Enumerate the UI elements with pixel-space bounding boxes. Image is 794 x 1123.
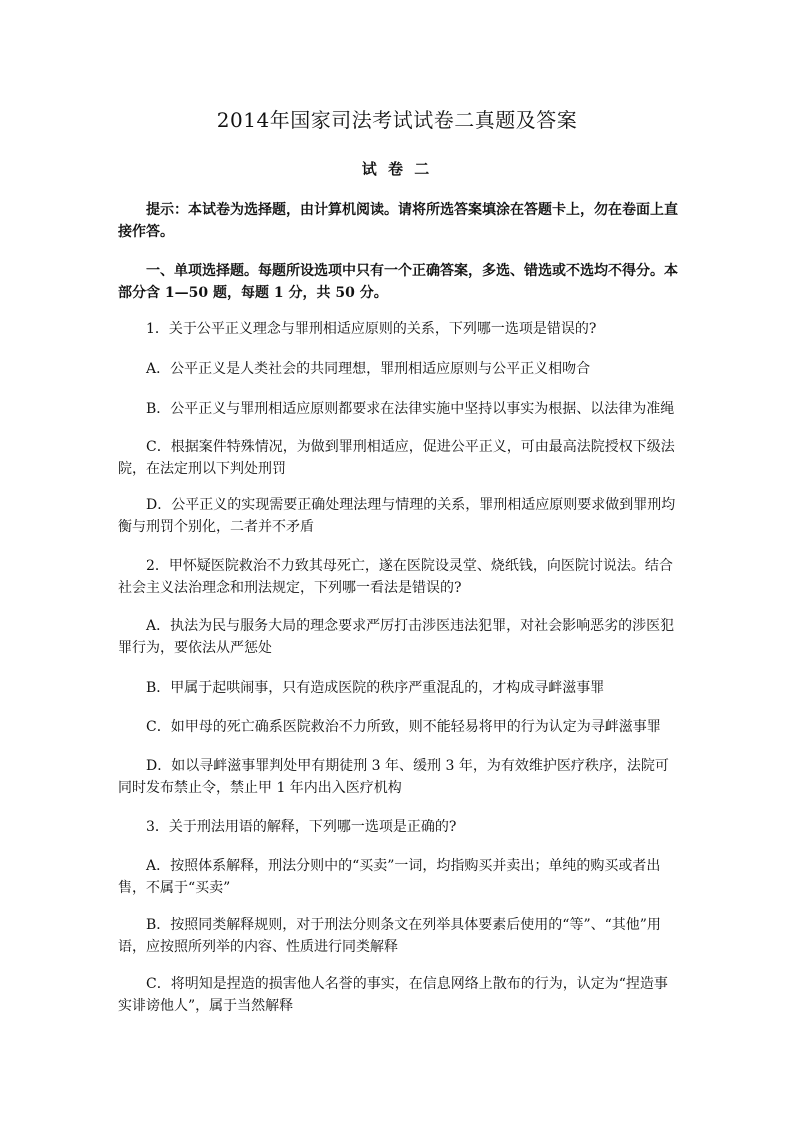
- question-1-option-a: A．公平正义是人类社会的共同理想，罪刑相适应原则与公平正义相吻合: [146, 361, 591, 377]
- page-title: 2014年国家司法考试试卷二真题及答案: [216, 108, 578, 132]
- question-2-stem: 2．甲怀疑医院救治不力致其母死亡，遂在医院设灵堂、烧纸钱，向医院讨说法。结合社会主义法治理念和刑法规定，下列哪一看法是错误的?: [118, 558, 673, 596]
- question-1-stem: 1．关于公平正义理念与罪刑相适应原则的关系，下列哪一选项是错误的?: [146, 321, 597, 337]
- question-2-option-d: D．如以寻衅滋事罪判处甲有期徒刑 3 年、缓刑 3 年，为有效维护医疗秩序，法院可同时发布禁止令，禁止甲 1 年内出入医疗机构: [118, 758, 669, 796]
- question-3-option-c: C．将明知是捏造的损害他人名誉的事实，在信息网络上散布的行为，认定为“捏造事实诽谤他人”，属于当然解释: [118, 976, 668, 1014]
- question-3-option-b: B．按照同类解释规则，对于刑法分则条文在列举具体要素后使用的“等”、“其他”用语，应按照所列举的内容、性质进行同类解释: [118, 917, 661, 955]
- section-heading: 一、单项选择题。每题所设选项中只有一个正确答案，多选、错选或不选均不得分。本部分含 1—50 题，每题 1 分，共 50 分。: [118, 263, 678, 301]
- question-2-option-a: A．执法为民与服务大局的理念要求严厉打击涉医违法犯罪，对社会影响恶劣的涉医犯罪行为，要依法从严惩处: [118, 618, 675, 656]
- question-1-option-c: C．根据案件特殊情况，为做到罪刑相适应，促进公平正义，可由最高法院授权下级法院，在法定刑以下判处刑罚: [118, 439, 675, 477]
- question-3-stem: 3．关于刑法用语的解释，下列哪一选项是正确的?: [146, 819, 457, 835]
- question-3-option-a: A．按照体系解释，刑法分则中的“买卖”一词，均指购买并卖出；单纯的购买或者出售，不属于“买卖”: [118, 858, 661, 896]
- notice-text: 提示：本试卷为选择题，由计算机阅读。请将所选答案填涂在答题卡上，勿在卷面上直接作答。: [118, 202, 678, 240]
- exam-subtitle: 试 卷 二: [361, 160, 433, 178]
- question-2-option-b: B．甲属于起哄闹事，只有造成医院的秩序严重混乱的，才构成寻衅滋事罪: [146, 680, 605, 696]
- question-1-option-b: B．公平正义与罪刑相适应原则都要求在法律实施中坚持以事实为根据、以法律为准绳: [146, 401, 675, 417]
- question-1-option-d: D．公平正义的实现需要正确处理法理与情理的关系，罪刑相适应原则要求做到罪刑均衡与刑罚个别化，二者并不矛盾: [118, 497, 676, 535]
- question-2-option-c: C．如甲母的死亡确系医院救治不力所致，则不能轻易将甲的行为认定为寻衅滋事罪: [146, 719, 661, 735]
